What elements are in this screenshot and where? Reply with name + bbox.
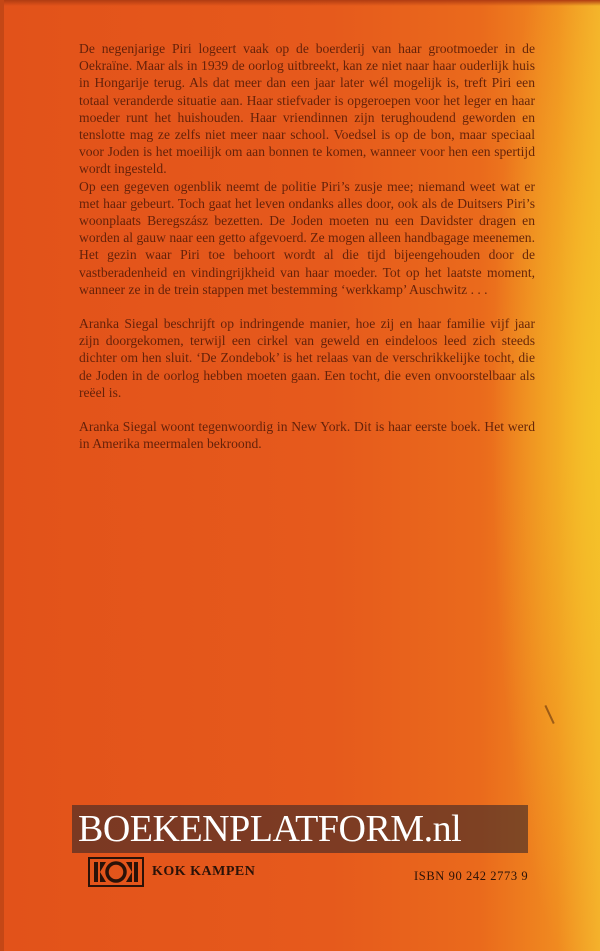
publisher-name: KOK KAMPEN [152, 864, 256, 879]
blurb-text [79, 40, 535, 452]
blurb-paragraph-2: Op een gegeven ogenblik neemt de politie Piri’s zusje mee; niemand weet wat er met haar gebeurt. Toch gaat het leven ondanks alles door, ook als de Duitsers Piri’s woonplaats Beregszász bezetten. De Joden moeten nu een Davidster dragen en worden al gauw naar een getto afgevoerd. Ze mogen alleen handbagage meenemen. Het gezin waar Piri toe behoort wordt al die tijd bijeengehouden door de vastberadenheid en vindingrijkheid van haar moeder. Tot op het laatste moment, wanneer ze in de trein stappen met bestemming ‘werkkamp’ Auschwitz . . . [79, 178, 535, 297]
isbn-number: ISBN 90 242 2773 9 [414, 869, 529, 883]
cover-left-edge [0, 0, 4, 951]
blurb-paragraph-4: Aranka Siegal woont tegenwoordig in New York. Dit is haar eerste boek. Het werd in Amerika meermalen bekroond. [79, 419, 535, 452]
watermark-banner: BOEKENPLATFORM.nl [72, 805, 528, 853]
kok-kampen-logo-icon [88, 857, 144, 887]
publisher-imprint [88, 857, 255, 887]
cover-scuff-mark [544, 700, 565, 724]
blurb-paragraph-3: Aranka Siegal beschrijft op indringende manier, hoe zij en haar familie vijf jaar zijn doorgekomen, terwijl een cirkel van geweld en eindeloos leed zich steeds dichter om hen sluit. ‘De Zondebok’ is het relaas van de verschrikkelijke tocht, die de Joden in de oorlog hebben moeten gaan. Een tocht, die even onvoorstelbaar als reëel is. [79, 316, 535, 400]
cover-top-edge [0, 0, 600, 6]
blurb-paragraph-1: De negenjarige Piri logeert vaak op de boerderij van haar grootmoeder in de Oekraïne. Maar als in 1939 de oorlog uitbreekt, kan ze niet naar haar ouderlijk huis in Hongarije terug. Als dat meer dan een jaar later wél mogelijk is, treft Piri een totaal veranderde situatie aan. Haar stiefvader is opgeroepen voor het leger en haar moeder runt het huishouden. Haar vriendinnen zijn terughoudend geworden en tenslotte mag ze zelfs niet meer naar school. Voedsel is op de bon, maar speciaal voor Joden is het moeilijk om aan bonnen te komen, wanneer voor hen een spertijd wordt ingesteld. [79, 41, 535, 177]
